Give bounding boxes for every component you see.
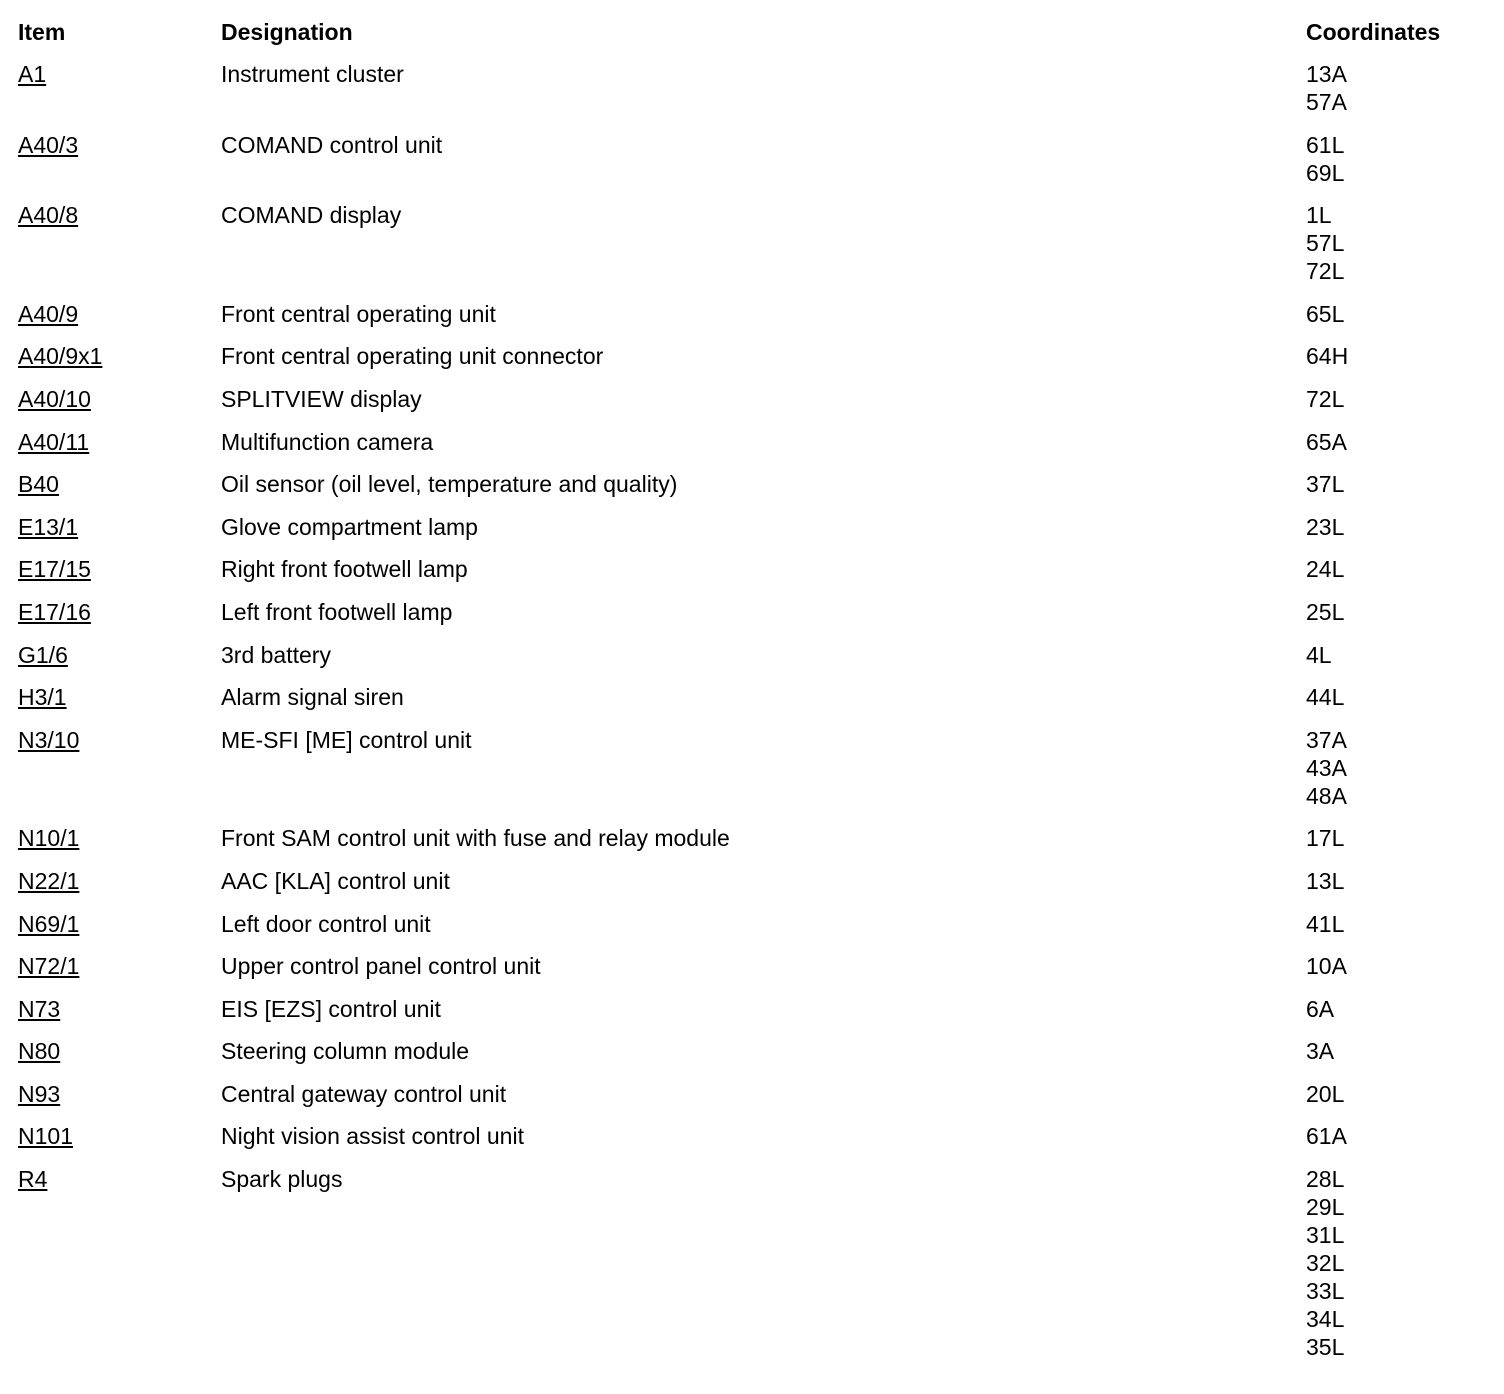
item-cell [18, 598, 221, 626]
designation-cell: Left door control unit [221, 910, 431, 937]
coordinate-value: 31L [1306, 1222, 1345, 1249]
item-link[interactable]: A40/9 [18, 300, 79, 327]
coordinate-value: 23L [1306, 513, 1345, 540]
coordinates-cell [1306, 201, 1488, 285]
component-legend-table [18, 18, 1488, 1376]
coordinate-value: 33L [1306, 1278, 1345, 1305]
coordinate-value: 28L [1306, 1166, 1345, 1193]
table-row [18, 131, 1488, 187]
item-link[interactable]: E17/16 [18, 598, 91, 625]
table-row [18, 60, 1488, 116]
item-cell [18, 1122, 221, 1150]
designation-cell: Spark plugs [221, 1166, 343, 1193]
item-link[interactable]: E13/1 [18, 513, 79, 540]
item-link[interactable]: N69/1 [18, 910, 80, 937]
coordinates-column-header: Coordinates [1306, 19, 1441, 45]
coordinates-cell [1306, 513, 1488, 541]
item-link[interactable]: A40/9x1 [18, 343, 103, 370]
coordinates-cell [1306, 598, 1488, 626]
item-link[interactable]: N3/10 [18, 726, 80, 753]
coordinate-value: 44L [1306, 684, 1345, 711]
item-cell [18, 995, 221, 1023]
table-row [18, 1080, 1488, 1108]
item-cell [18, 342, 221, 370]
item-link[interactable]: G1/6 [18, 641, 68, 668]
table-row [18, 1037, 1488, 1065]
designation-cell: Multifunction camera [221, 428, 434, 455]
item-cell [18, 683, 221, 711]
item-cell [18, 555, 221, 583]
table-row [18, 201, 1488, 285]
designation-cell: Front SAM control unit with fuse and relay module [221, 825, 730, 852]
designation-column-header: Designation [221, 19, 353, 45]
designation-cell: ME-SFI [ME] control unit [221, 726, 472, 753]
item-cell [18, 60, 221, 88]
coordinate-value: 57A [1306, 89, 1347, 115]
designation-cell: Oil sensor (oil level, temperature and quality) [221, 471, 678, 498]
item-cell [18, 1080, 221, 1108]
coordinates-cell [1306, 683, 1488, 711]
item-cell [18, 470, 221, 498]
designation-cell: Night vision assist control unit [221, 1123, 524, 1150]
table-row [18, 513, 1488, 541]
coordinates-cell [1306, 1080, 1488, 1108]
item-cell [18, 867, 221, 895]
table-row [18, 867, 1488, 895]
coordinates-cell [1306, 555, 1488, 583]
table-row [18, 641, 1488, 669]
item-link[interactable]: A40/11 [18, 428, 90, 455]
designation-cell: Front central operating unit [221, 300, 496, 327]
item-link[interactable]: N93 [18, 1080, 61, 1107]
item-link[interactable]: H3/1 [18, 684, 67, 711]
designation-cell: Alarm signal siren [221, 684, 404, 711]
coordinates-cell [1306, 952, 1488, 980]
item-link[interactable]: E17/15 [18, 556, 91, 583]
coordinate-value: 65A [1306, 428, 1347, 455]
table-row [18, 300, 1488, 328]
table-row [18, 910, 1488, 938]
item-cell [18, 952, 221, 980]
item-cell [18, 1037, 221, 1065]
item-link[interactable]: N73 [18, 995, 61, 1022]
designation-cell: 3rd battery [221, 641, 331, 668]
item-link[interactable]: N10/1 [18, 825, 80, 852]
item-cell [18, 513, 221, 541]
coordinate-value: 3A [1306, 1038, 1335, 1065]
table-row [18, 824, 1488, 852]
item-link[interactable]: N22/1 [18, 867, 80, 894]
item-link[interactable]: A40/10 [18, 385, 91, 412]
item-cell [18, 428, 221, 456]
item-cell [18, 910, 221, 938]
table-row [18, 952, 1488, 980]
item-link[interactable]: N72/1 [18, 953, 80, 980]
designation-cell: Instrument cluster [221, 61, 404, 87]
designation-cell: Steering column module [221, 1038, 470, 1065]
table-row [18, 995, 1488, 1023]
coordinates-cell [1306, 641, 1488, 669]
designation-cell: Left front footwell lamp [221, 598, 453, 625]
designation-cell: Glove compartment lamp [221, 513, 478, 540]
coordinate-value: 24L [1306, 556, 1345, 583]
item-cell [18, 385, 221, 413]
designation-cell: COMAND display [221, 202, 402, 229]
table-row [18, 428, 1488, 456]
coordinates-cell [1306, 1165, 1488, 1361]
item-link[interactable]: N101 [18, 1123, 73, 1150]
coordinates-cell [1306, 342, 1488, 370]
coordinate-value: 61A [1306, 1123, 1347, 1150]
item-link[interactable]: A40/3 [18, 131, 79, 158]
table-row [18, 1122, 1488, 1150]
table-header-row [18, 18, 1488, 46]
table-row [18, 726, 1488, 810]
designation-cell: COMAND control unit [221, 131, 443, 158]
table-row [18, 1165, 1488, 1361]
designation-cell: SPLITVIEW display [221, 385, 422, 412]
item-link[interactable]: A40/8 [18, 202, 79, 229]
coordinate-value: 17L [1306, 825, 1345, 852]
coordinate-value: 48A [1306, 782, 1347, 809]
designation-cell: AAC [KLA] control unit [221, 867, 450, 894]
coordinate-value: 25L [1306, 598, 1345, 625]
table-row [18, 555, 1488, 583]
designation-cell: EIS [EZS] control unit [221, 995, 441, 1022]
table-row [18, 470, 1488, 498]
coordinates-cell [1306, 867, 1488, 895]
coordinate-value: 1L [1306, 202, 1332, 229]
coordinate-value: 29L [1306, 1194, 1345, 1221]
coordinate-value: 72L [1306, 385, 1345, 412]
coordinates-cell [1306, 300, 1488, 328]
item-cell [18, 1165, 221, 1193]
designation-cell: Upper control panel control unit [221, 953, 541, 980]
coordinate-value: 13A [1306, 61, 1347, 87]
item-link[interactable]: A1 [18, 61, 47, 87]
coordinates-cell [1306, 910, 1488, 938]
coordinates-cell [1306, 726, 1488, 810]
coordinate-value: 72L [1306, 258, 1345, 285]
item-link[interactable]: B40 [18, 471, 59, 498]
coordinate-value: 34L [1306, 1306, 1345, 1333]
table-row [18, 385, 1488, 413]
designation-cell: Front central operating unit connector [221, 343, 604, 370]
coordinates-cell [1306, 428, 1488, 456]
table-row [18, 342, 1488, 370]
item-column-header: Item [18, 19, 66, 45]
coordinates-cell [1306, 385, 1488, 413]
coordinate-value: 4L [1306, 641, 1332, 668]
coordinates-cell [1306, 1122, 1488, 1150]
table-row [18, 598, 1488, 626]
item-cell [18, 824, 221, 852]
coordinate-value: 69L [1306, 159, 1345, 186]
coordinates-cell [1306, 824, 1488, 852]
designation-cell: Central gateway control unit [221, 1080, 507, 1107]
coordinate-value: 37L [1306, 471, 1345, 498]
coordinate-value: 20L [1306, 1080, 1345, 1107]
coordinate-value: 35L [1306, 1334, 1345, 1361]
item-link[interactable]: N80 [18, 1038, 61, 1065]
coordinates-cell [1306, 60, 1488, 116]
coordinate-value: 43A [1306, 754, 1347, 781]
coordinate-value: 41L [1306, 910, 1345, 937]
item-cell [18, 300, 221, 328]
coordinate-value: 61L [1306, 131, 1345, 158]
coordinate-value: 57L [1306, 230, 1345, 257]
coordinate-value: 10A [1306, 953, 1347, 980]
coordinate-value: 6A [1306, 995, 1335, 1022]
item-cell [18, 201, 221, 229]
designation-cell: Right front footwell lamp [221, 556, 468, 583]
coordinates-cell [1306, 995, 1488, 1023]
item-link[interactable]: R4 [18, 1166, 48, 1193]
coordinates-cell [1306, 131, 1488, 187]
coordinate-value: 64H [1306, 343, 1349, 370]
table-row [18, 683, 1488, 711]
coordinate-value: 37A [1306, 726, 1347, 753]
item-cell [18, 131, 221, 159]
table-body [18, 60, 1488, 1361]
coordinates-cell [1306, 470, 1488, 498]
coordinate-value: 13L [1306, 867, 1345, 894]
coordinate-value: 32L [1306, 1250, 1345, 1277]
coordinate-value: 65L [1306, 300, 1345, 327]
item-cell [18, 641, 221, 669]
item-cell [18, 726, 221, 754]
coordinates-cell [1306, 1037, 1488, 1065]
